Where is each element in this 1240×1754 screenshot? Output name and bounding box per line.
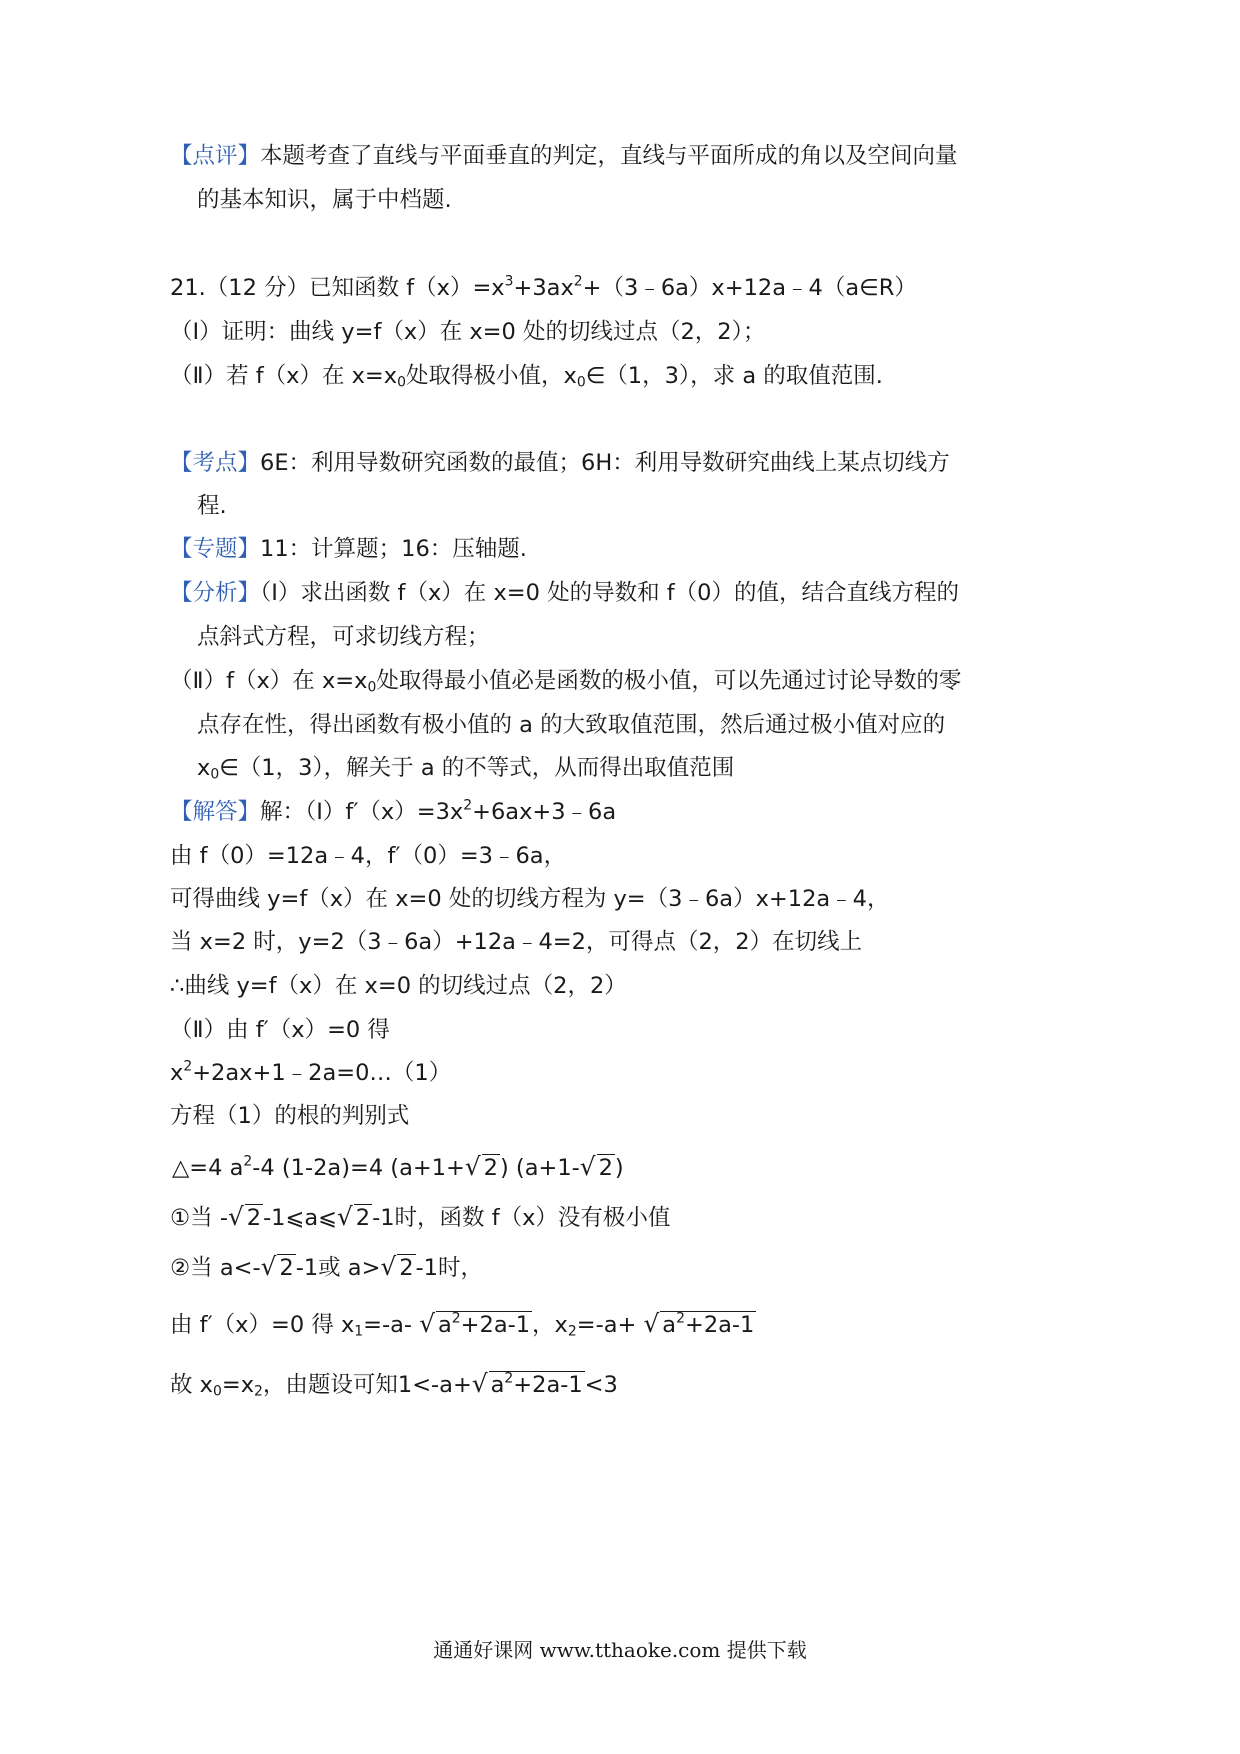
jieda-line-5: ∴曲线 y=f（x）在 x=0 的切线过点（2，2） — [170, 973, 627, 999]
sqrt-icon: √ — [419, 1309, 435, 1338]
fenxi-tag: 【分析】 — [170, 580, 261, 606]
discriminant-line: △=4 $a^2-4$ (1-2a)=4 (a+1+√ 2) (a+1-√ 2) — [172, 1152, 624, 1181]
jieda-line-6: （Ⅱ）由 f′（x）=0 得 — [170, 1017, 390, 1043]
comment-tag: 【点评】 — [170, 143, 261, 169]
zhuanti-line: 【专题】11：计算题；16：压轴题. — [170, 536, 527, 562]
comment-text-2: 的基本知识，属于中档题. — [197, 187, 452, 213]
fenxi-line-4: 点存在性，得出函数有极小值的 a 的大致取值范围，然后通过极小值对应的 — [197, 712, 946, 738]
roots-line: 由 f′（x）=0 得 $x_1=-a-$ √ $a^2+2a-1$，$x_2=-a+$ √ $a^2+2a-1$ — [170, 1309, 755, 1340]
sqrt-icon: √ — [260, 1252, 277, 1281]
fenxi-line-2: 点斜式方程，可求切线方程； — [197, 624, 490, 650]
jieda-line-7: $x^2+2ax+1﹣2a=0\dots(1)$ — [170, 1058, 452, 1086]
question-21-part-2: （Ⅱ）若 f（x）在 $x=x_0$处取得极小值，$x_0\in(1$，3），求 a 的取值范围. — [170, 363, 883, 391]
case-1-line: ①当 -√ 2-1⩽a⩽√ 2-1时，函数 f（x）没有极小值 — [170, 1202, 671, 1231]
fenxi-line-1: 【分析】（Ⅰ）求出函数 f（x）在 x=0 处的导数和 f（0）的值，结合直线方程的 — [170, 580, 959, 606]
conclusion-line: 故 $x_0=x_2$，由题设可知1<-a+√ $a^2+2a-1<3$ — [170, 1369, 618, 1400]
case-2-line: ②当 a<-√ 2-1或 a>√ 2-1时， — [170, 1252, 483, 1281]
sqrt-icon: √ — [337, 1202, 353, 1231]
kaodian-line-2: 程. — [197, 493, 227, 519]
sqrt-icon: √ — [227, 1202, 244, 1231]
jieda-line-3: 可得曲线 y=f（x）在 x=0 处的切线方程为 y=（3﹣6a）x+12a﹣4， — [170, 886, 890, 912]
kaodian-tag: 【考点】 — [170, 450, 261, 476]
sqrt-icon: √ — [471, 1369, 488, 1398]
jieda-tag: 【解答】 — [170, 799, 261, 825]
zhuanti-tag: 【专题】 — [170, 536, 261, 562]
question-21-stem: 21.（12 分）已知函数 $f(x)=x^3+3ax^2+(3﹣6a)x+12a﹣4(a\in R)$ — [170, 273, 917, 301]
sqrt-icon: √ — [464, 1152, 481, 1181]
jieda-line-8: 方程（1）的根的判别式 — [170, 1103, 410, 1129]
kaodian-line-1: 【考点】6E：利用导数研究函数的最值；6H：利用导数研究曲线上某点切线方 — [170, 450, 950, 476]
jieda-line-2: 由 f（0）=12a﹣4，f′（0）=3﹣6a， — [170, 843, 567, 869]
comment-line-2 — [197, 185, 452, 215]
fenxi-line-3: （Ⅱ）f（x）在 $x=x_0$处取得最小值必是函数的极小值，可以先通过讨论导数的零 — [170, 668, 962, 696]
jieda-line-1: 【解答】解：$(Ⅰ)f'(x)=3x^2+6ax+3﹣6a$ — [170, 797, 617, 825]
sqrt-icon: √ — [380, 1252, 397, 1281]
fenxi-line-5: $x_0\in(1$，3），解关于 a 的不等式，从而得出取值范围 — [197, 755, 735, 783]
comment-text-1: 本题考查了直线与平面垂直的判定，直线与平面所成的角以及空间向量 — [260, 143, 958, 169]
page-footer: 通通好课网 www.tthaoke.com 提供下载 — [433, 1638, 807, 1662]
jieda-line-4: 当 x=2 时，y=2（3﹣6a）+12a﹣4=2，可得点（2，2）在切线上 — [170, 929, 863, 955]
comment-line-1 — [170, 141, 958, 171]
sqrt-icon: √ — [643, 1309, 660, 1338]
question-21-part-1: （Ⅰ）证明：曲线 y=f（x）在 x=0 处的切线过点（2，2）； — [170, 319, 766, 345]
sqrt-icon: √ — [579, 1152, 596, 1181]
